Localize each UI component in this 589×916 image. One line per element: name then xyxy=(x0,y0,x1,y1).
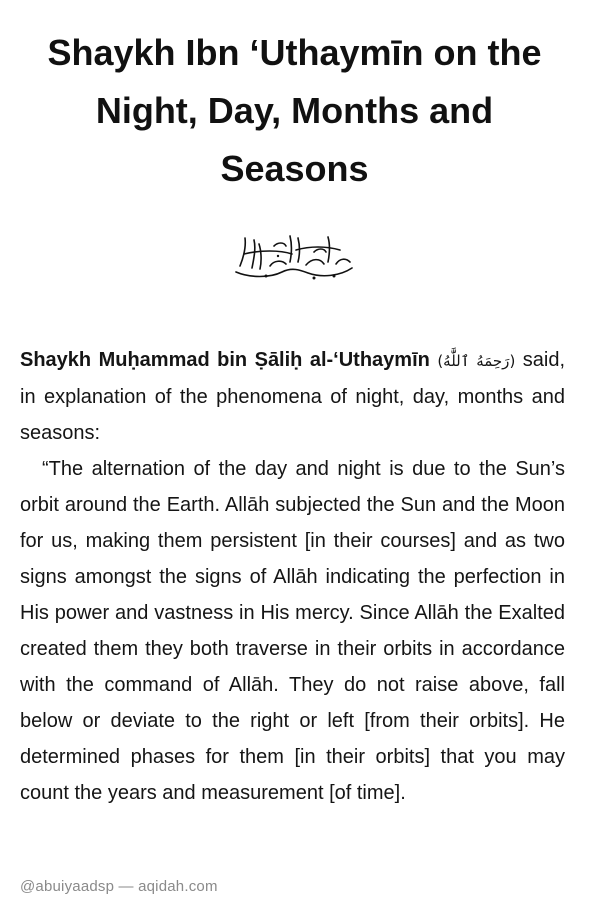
quote-paragraph: “The alternation of the day and night is due to the Sun’s orbit around the Earth. Allāh subjected the Sun and the Moon for us, making them persistent [in their courses] and as two signs amongst the signs of Allāh indicating the perfection in His power and vastness in His mercy. Since Allāh the Exalted created them they both traverse in their orbits in accordance with the command of Allāh. They do not raise above, fall below or deviate to the right or left [from their orbits]. He determined phases for them [in their orbits] that you may count the years and measurement [of time]. xyxy=(20,458,565,804)
intro-text: said, in explanation of the phenomena of night, day, months and seasons: xyxy=(20,349,565,444)
basmala-calligraphy-icon xyxy=(230,232,358,282)
title-line-1: Shaykh Ibn ‘Uthaymīn on the xyxy=(47,32,542,73)
basmala-svg xyxy=(230,232,358,282)
footer-credit: @abuiyaadsp — aqidah.com xyxy=(20,878,218,895)
title-line-3: Seasons xyxy=(220,148,369,189)
page-title xyxy=(10,24,579,198)
article-body xyxy=(20,342,565,811)
intro-paragraph xyxy=(20,342,565,451)
honorific: (رَحِمَهُ ٱللَّٰهُ) xyxy=(437,352,516,370)
basmala-text: بسم الله الرحمن الرحيم xyxy=(243,254,345,265)
title-line-2: Night, Day, Months and xyxy=(95,90,494,131)
author-name: Shaykh Muḥammad bin Ṣāliḥ al-‘Uthaymīn xyxy=(20,349,430,371)
